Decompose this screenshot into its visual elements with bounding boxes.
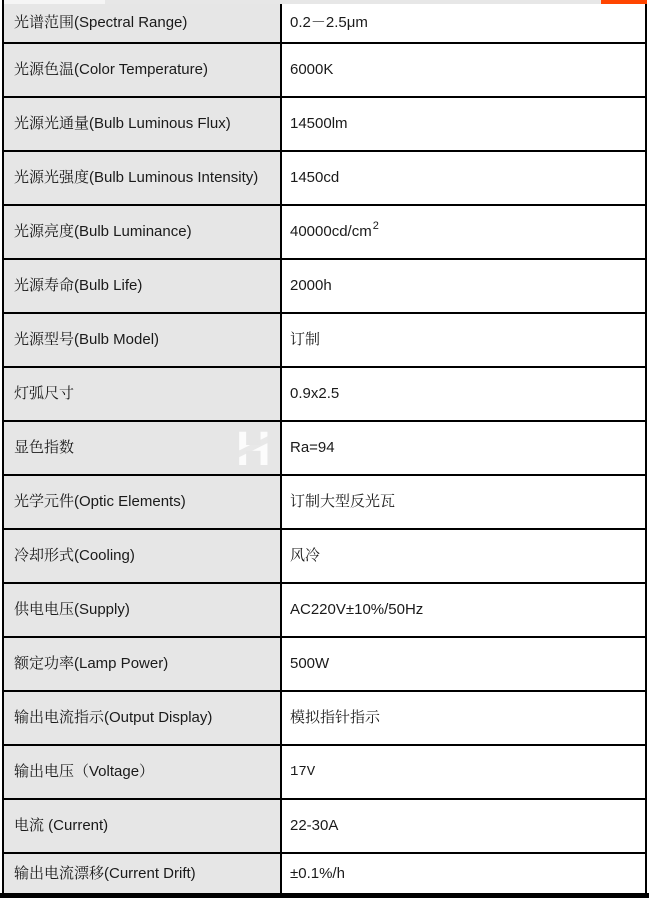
spec-value-text: Ra=94 <box>290 439 335 456</box>
spec-value-cell <box>282 422 645 474</box>
spec-row <box>4 854 645 893</box>
spec-label-cell: 输出电流指示(Output Display) <box>4 692 282 744</box>
top-strip-gray-segment <box>105 0 601 4</box>
spec-value-text: ±0.1%/h <box>290 864 345 882</box>
spec-label-cell: 光源光强度(Bulb Luminous Intensity) <box>4 152 282 204</box>
spec-label-cell: 供电电压(Supply) <box>4 584 282 636</box>
svg-text:H: H <box>236 423 271 473</box>
spec-value-cell <box>282 98 645 150</box>
spec-row <box>4 638 645 692</box>
spec-value-text: 17V <box>290 763 316 780</box>
spec-value-text: AC220V±10%/50Hz <box>290 601 424 618</box>
spec-value-text: 1450cd <box>290 169 340 186</box>
spec-value-cell <box>282 152 645 204</box>
spec-label-cell: 光学元件(Optic Elements) <box>4 476 282 528</box>
spec-value-cell <box>282 260 645 312</box>
spec-value-cell <box>282 584 645 636</box>
spec-table <box>2 0 647 893</box>
spec-value-cell <box>282 314 645 366</box>
spec-row <box>4 584 645 638</box>
spec-value-text: 6000K <box>290 61 334 78</box>
spec-row <box>4 530 645 584</box>
spec-value-text: 14500lm <box>290 115 348 132</box>
spec-label-cell: 电流 (Current) <box>4 800 282 852</box>
spec-value-text: 0.2－2.5μm <box>290 14 368 31</box>
top-strip-light-segment <box>4 0 105 4</box>
spec-value-superscript: 2 <box>372 219 379 232</box>
spec-row <box>4 800 645 854</box>
spec-row <box>4 476 645 530</box>
spec-value-cell <box>282 530 645 582</box>
top-strip <box>4 0 649 4</box>
spec-value-cell <box>282 4 645 42</box>
top-accent-bar <box>601 0 647 4</box>
spec-value-text: 模拟指针指示 <box>290 709 381 726</box>
spec-value-cell <box>282 368 645 420</box>
spec-row <box>4 44 645 98</box>
spec-row <box>4 152 645 206</box>
spec-label-cell: 光源色温(Color Temperature) <box>4 44 282 96</box>
spec-label-cell: 光源亮度(Bulb Luminance) <box>4 206 282 258</box>
spec-value-cell <box>282 692 645 744</box>
spec-label-cell: 冷却形式(Cooling) <box>4 530 282 582</box>
spec-value-text: 500W <box>290 655 330 672</box>
spec-value-cell <box>282 476 645 528</box>
spec-value-cell <box>282 44 645 96</box>
spec-row <box>4 260 645 314</box>
spec-row <box>4 692 645 746</box>
spec-label-cell: 输出电流漂移(Current Drift) <box>4 854 282 893</box>
spec-value-cell <box>282 746 645 798</box>
spec-label-cell: 光谱范围(Spectral Range) <box>4 4 282 42</box>
spec-label-cell: 光源寿命(Bulb Life) <box>4 260 282 312</box>
spec-value-cell <box>282 800 645 852</box>
spec-label-cell: 光源型号(Bulb Model) <box>4 314 282 366</box>
spec-row <box>4 314 645 368</box>
spec-value-text: 风冷 <box>290 547 321 564</box>
spec-value-text: 40000cd/cm <box>290 223 372 240</box>
spec-label-cell: 灯弧尺寸 <box>4 368 282 420</box>
spec-row <box>4 206 645 260</box>
spec-value-text: 2000h <box>290 277 332 294</box>
spec-label-cell: 光源光通量(Bulb Luminous Flux) <box>4 98 282 150</box>
spec-value-text: 0.9x2.5 <box>290 385 340 402</box>
spec-row <box>4 98 645 152</box>
spec-table-body <box>4 4 645 893</box>
spec-value-cell <box>282 854 645 893</box>
spec-value-text: 订制 <box>290 331 321 348</box>
spec-value-text: 订制大型反光瓦 <box>290 493 396 510</box>
spec-value-text: 22-30A <box>290 817 339 834</box>
spec-value-cell <box>282 638 645 690</box>
spec-value-cell <box>282 206 645 258</box>
table-bottom-border <box>0 893 649 898</box>
spec-row <box>4 368 645 422</box>
spec-row <box>4 746 645 800</box>
spec-label-cell: 输出电压（Voltage） <box>4 746 282 798</box>
spec-label-cell: 显色指数 <box>4 422 282 474</box>
spec-label-cell: 额定功率(Lamp Power) <box>4 638 282 690</box>
spec-row <box>4 422 645 476</box>
spec-row <box>4 4 645 44</box>
